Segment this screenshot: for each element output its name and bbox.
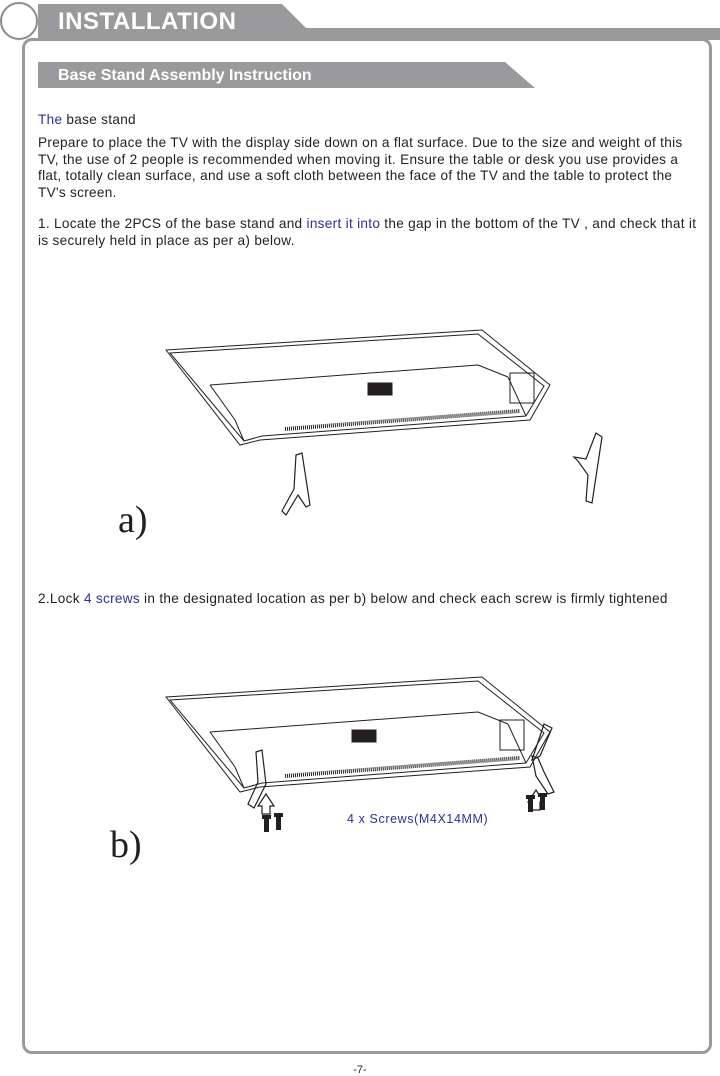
step1-text-after: the gap in the bottom of the TV , and check that it is securely held in place as per a) below.: [38, 216, 697, 248]
step1-paragraph: [38, 216, 698, 249]
step2-paragraph: [38, 591, 698, 608]
section-title: Base Stand Assembly Instruction: [58, 67, 312, 84]
figure-b-caption: b): [110, 824, 142, 866]
intro-paragraph: Prepare to place the TV with the display side down on a flat surface. Due to the size and weight of this TV, the use of 2 people is recommended when moving it. Ensure the table or desk you use provides a flat, totally clean surface, and use a soft cloth between the face of the TV and the table to protect the TV's screen.: [38, 135, 683, 200]
page-number: -7-: [353, 1064, 367, 1076]
heading-highlight: The: [38, 112, 63, 127]
step2-text-before: 2.Lock: [38, 591, 84, 606]
screws-label: 4 x Screws(M4X14MM): [347, 812, 489, 826]
section-heading: [38, 112, 698, 129]
step1-highlight: insert it into: [306, 216, 381, 231]
step1-text-before: 1. Locate the 2PCS of the base stand and: [38, 216, 307, 231]
figure-a-caption: a): [118, 499, 148, 541]
page-title: INSTALLATION: [58, 8, 237, 35]
tv-stand-illustration-a: [160, 325, 610, 525]
step2-highlight: 4 screws: [83, 591, 140, 606]
header-tab-circle: [0, 2, 38, 40]
step2-text-after: in the designated location as per b) below and check each screw is firmly tightened: [139, 591, 668, 606]
heading-rest: base stand: [62, 112, 136, 127]
